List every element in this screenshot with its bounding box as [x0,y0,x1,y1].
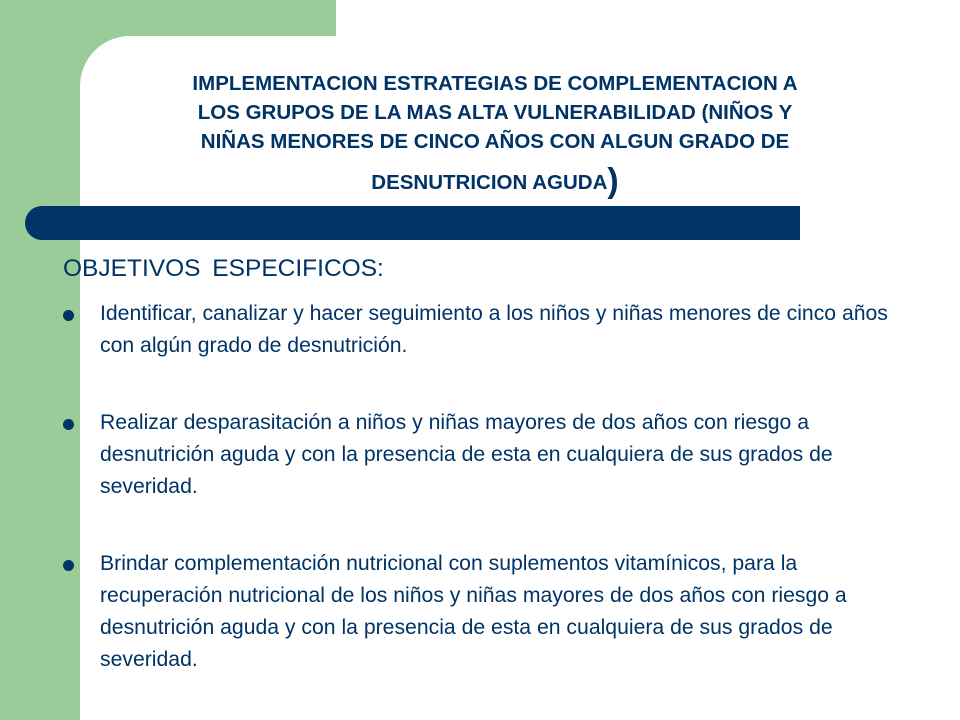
objectives-list [63,298,923,676]
bullet-icon [63,310,74,321]
bullet-icon [63,560,74,571]
title-line-4-text: DESNUTRICION AGUDA [371,171,608,194]
section-heading: OBJETIVOS ESPECIFICOS: [63,255,384,282]
slide-title [100,69,890,200]
title-line-4 [100,162,890,200]
list-item [63,298,923,362]
bullet-icon [63,419,74,430]
title-line-2: LOS GRUPOS DE LA MAS ALTA VULNERABILIDAD (NIÑOS Y [197,101,793,124]
list-item-text: Identificar, canalizar y hacer seguimiento a los niños y niñas menores de cinco años con algún grado de desnutrición. [100,302,888,357]
title-line-1: IMPLEMENTACION ESTRATEGIAS DE COMPLEMENTACION A [192,72,798,95]
title-closing-paren: ) [607,162,619,200]
list-item [63,548,923,676]
title-divider-bar [25,206,800,240]
list-item [63,407,923,503]
title-line-3: NIÑAS MENORES DE CINCO AÑOS CON ALGUN GRADO DE [200,130,790,153]
list-item-text: Brindar complementación nutricional con suplementos vitamínicos, para la recuperación nutricional de los niños y niñas mayores de dos años con riesgo a desnutrición aguda y con la presencia de esta en cualquiera de sus grados de severidad. [100,552,847,671]
list-item-text: Realizar desparasitación a niños y niñas mayores de dos años con riesgo a desnutrición aguda y con la presencia de esta en cualquiera de sus grados de severidad. [100,411,833,498]
